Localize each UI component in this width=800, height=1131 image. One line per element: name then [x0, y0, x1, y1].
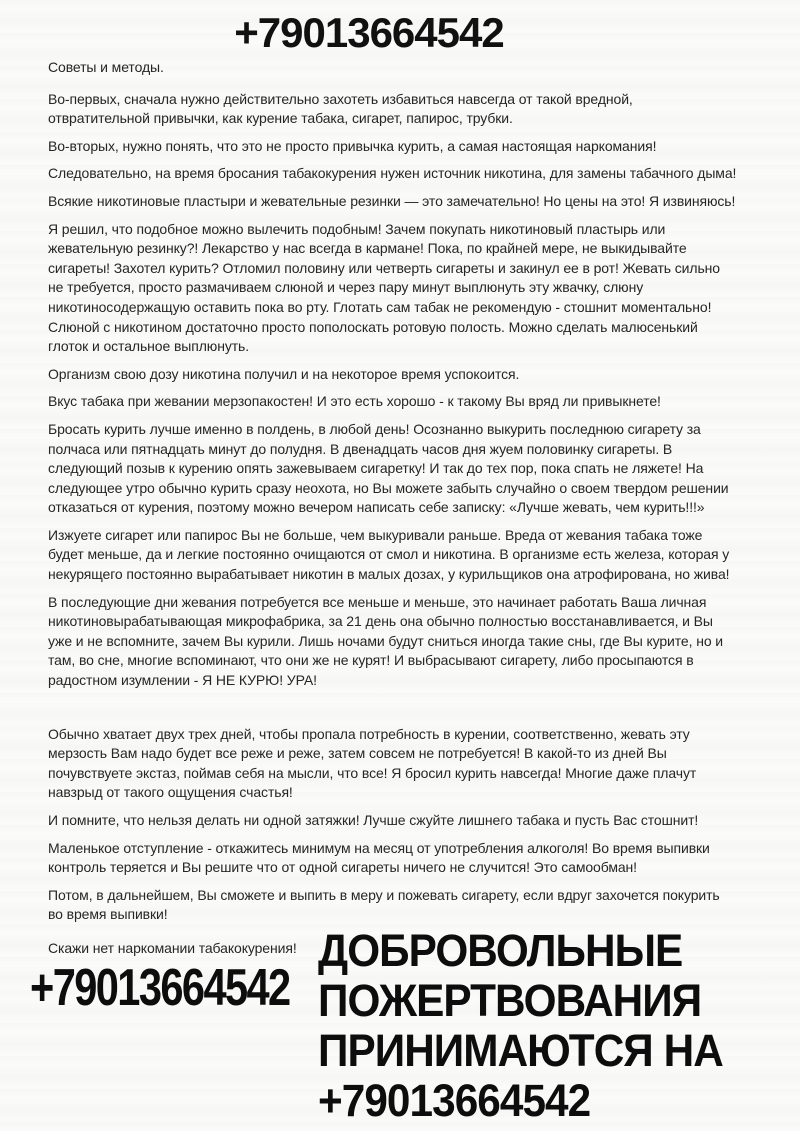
paragraph-quit-at-noon: Бросать курить лучше именно в полдень, в любой день! Осознанно выкурить последнюю сигарету за полчаса или пятнадцать минут до полудня. В двенадцать часов дня жуем половинку сигареты. В следующий позыв к курению опять зажевываем сигаретку! И так до тех пор, пока спать не ляжете! На следующее утро обычно курить сразу неохота, но Вы можете забыть случайно о своем твердом решении отказаться от курения, поэтому можно вечером написать себе записку: «Лучше жевать, чем курить!!!»	[48, 420, 729, 516]
donation-phone-number: +79013664542	[318, 1075, 591, 1126]
paragraph-firstly: Во-первых, сначала нужно действительно захотеть избавиться навсегда от такой вредной, отвратительной привычки, как курение табака, сигарет, папирос, трубки.	[48, 90, 633, 127]
paragraph-patches-gum: Всякие никотиновые пластыри и жевательные резинки — это замечательно! Но цены на это! Я извиняюсь!	[48, 192, 736, 209]
paragraph-consequently: Следовательно, на время бросания табакокурения нужен источник никотина, для замены табачного дыма!	[48, 165, 737, 182]
donation-line-3: ПРИНИМАЮТСЯ НА	[318, 1025, 723, 1076]
footer-phone-number: +79013664542	[30, 959, 290, 1017]
paragraph-alcohol: Маленькое отступление - откажитесь минимум на месяц от употребления алкоголя! Во время выпивки контроль теряется и Вы решите что от одной сигареты ничего не случится! Это самообман!	[48, 839, 710, 876]
document-footer	[0, 924, 800, 1126]
paragraph-secondly: Во-вторых, нужно понять, что это не просто привычка курить, а самая настоящая наркомания!	[48, 137, 657, 154]
donation-line-2: ПОЖЕРТВОВАНИЯ	[318, 975, 702, 1026]
paragraph-two-three-days: Обычно хватает двух трех дней, чтобы пропала потребность в курении, соответственно, жевать эту мерзость Вам надо будет все реже и реже, затем совсем не потребуется! В какой-то из дней Вы почувствуете экстаз, поймав себя на мысли, что все! Я бросил курить навсегда! Многие даже плачут навзрыд от такого ощущения счастья!	[48, 725, 697, 801]
footer-left-column	[0, 924, 318, 1126]
paragraph-no-puffs: И помните, что нельзя делать ни одной затяжки! Лучше сжуйте лишнего табака и пусть Вас стошнит!	[48, 812, 699, 828]
paragraph-method: Я решил, что подобное можно вылечить подобным! Зачем покупать никотиновый пластырь или жевательную резинку?! Лекарство у нас всегда в кармане! Пока, по крайней мере, не выкидывайте сигареты! Захотел курить? Отломил половину или четверть сигареты и закинул ее в рот! Жевать сильно не требуется, просто размачиваем слюной и через пару минут выплюнуть эту жвачку, слюну никотиносодержащую оставить пока во рту. Глотать сам табак не рекомендую - стошнит моментально! Слюной с никотином достаточно просто пополоскать ротовую полость. Можно сделать малюсенький глоток и остальное выплюнуть.	[48, 220, 720, 355]
donation-line-1: ДОБРОВОЛЬНЫЕ	[318, 925, 683, 976]
header-phone-number: +79013664542	[234, 9, 504, 56]
intro-line: Советы и методы.	[48, 59, 164, 75]
document-body	[48, 58, 738, 925]
paragraph-later-drinking: Потом, в дальнейшем, Вы сможете и выпить в меру и пожевать сигарету, если вдруг захочется покурить во время выпивки!	[48, 886, 720, 923]
paragraph-taste: Вкус табака при жевании мерзопакостен! И это есть хорошо - к такому Вы вряд ли привыкнете!	[48, 393, 661, 410]
donation-banner	[318, 924, 771, 1126]
paragraph-microfactory: В последующие дни жевания потребуется все меньше и меньше, это начинает работать Ваша личная никотиновырабатывающая микрофабрика, за 21 день она обычно полностью восстанавливается, и Вы уже и не вспомните, зачем Вы курили. Лишь ночами будут сниться иногда такие сны, где Вы курите, но и там, во сне, многие вспоминают, что они же не курят! И выбрасывают сигарету, либо просыпаются в радостном изумлении - Я НЕ КУРЮ! УРА!	[48, 593, 724, 689]
paragraph-nicotine-dose: Организм свою дозу никотина получил и на некоторое время успокоится.	[48, 365, 520, 382]
slogan-line: Скажи нет наркомании табакокурения!	[48, 940, 297, 956]
paragraph-chewing-harm: Изжуете сигарет или папирос Вы не больше, чем выкуривали раньше. Вреда от жевания табака тоже будет меньше, да и легкие постоянно очищаются от смол и никотина. В организме есть железа, которая у некурящего постоянно вырабатывает никотин в малых дозах, у курильщиков она атрофирована, но жива!	[48, 526, 730, 583]
